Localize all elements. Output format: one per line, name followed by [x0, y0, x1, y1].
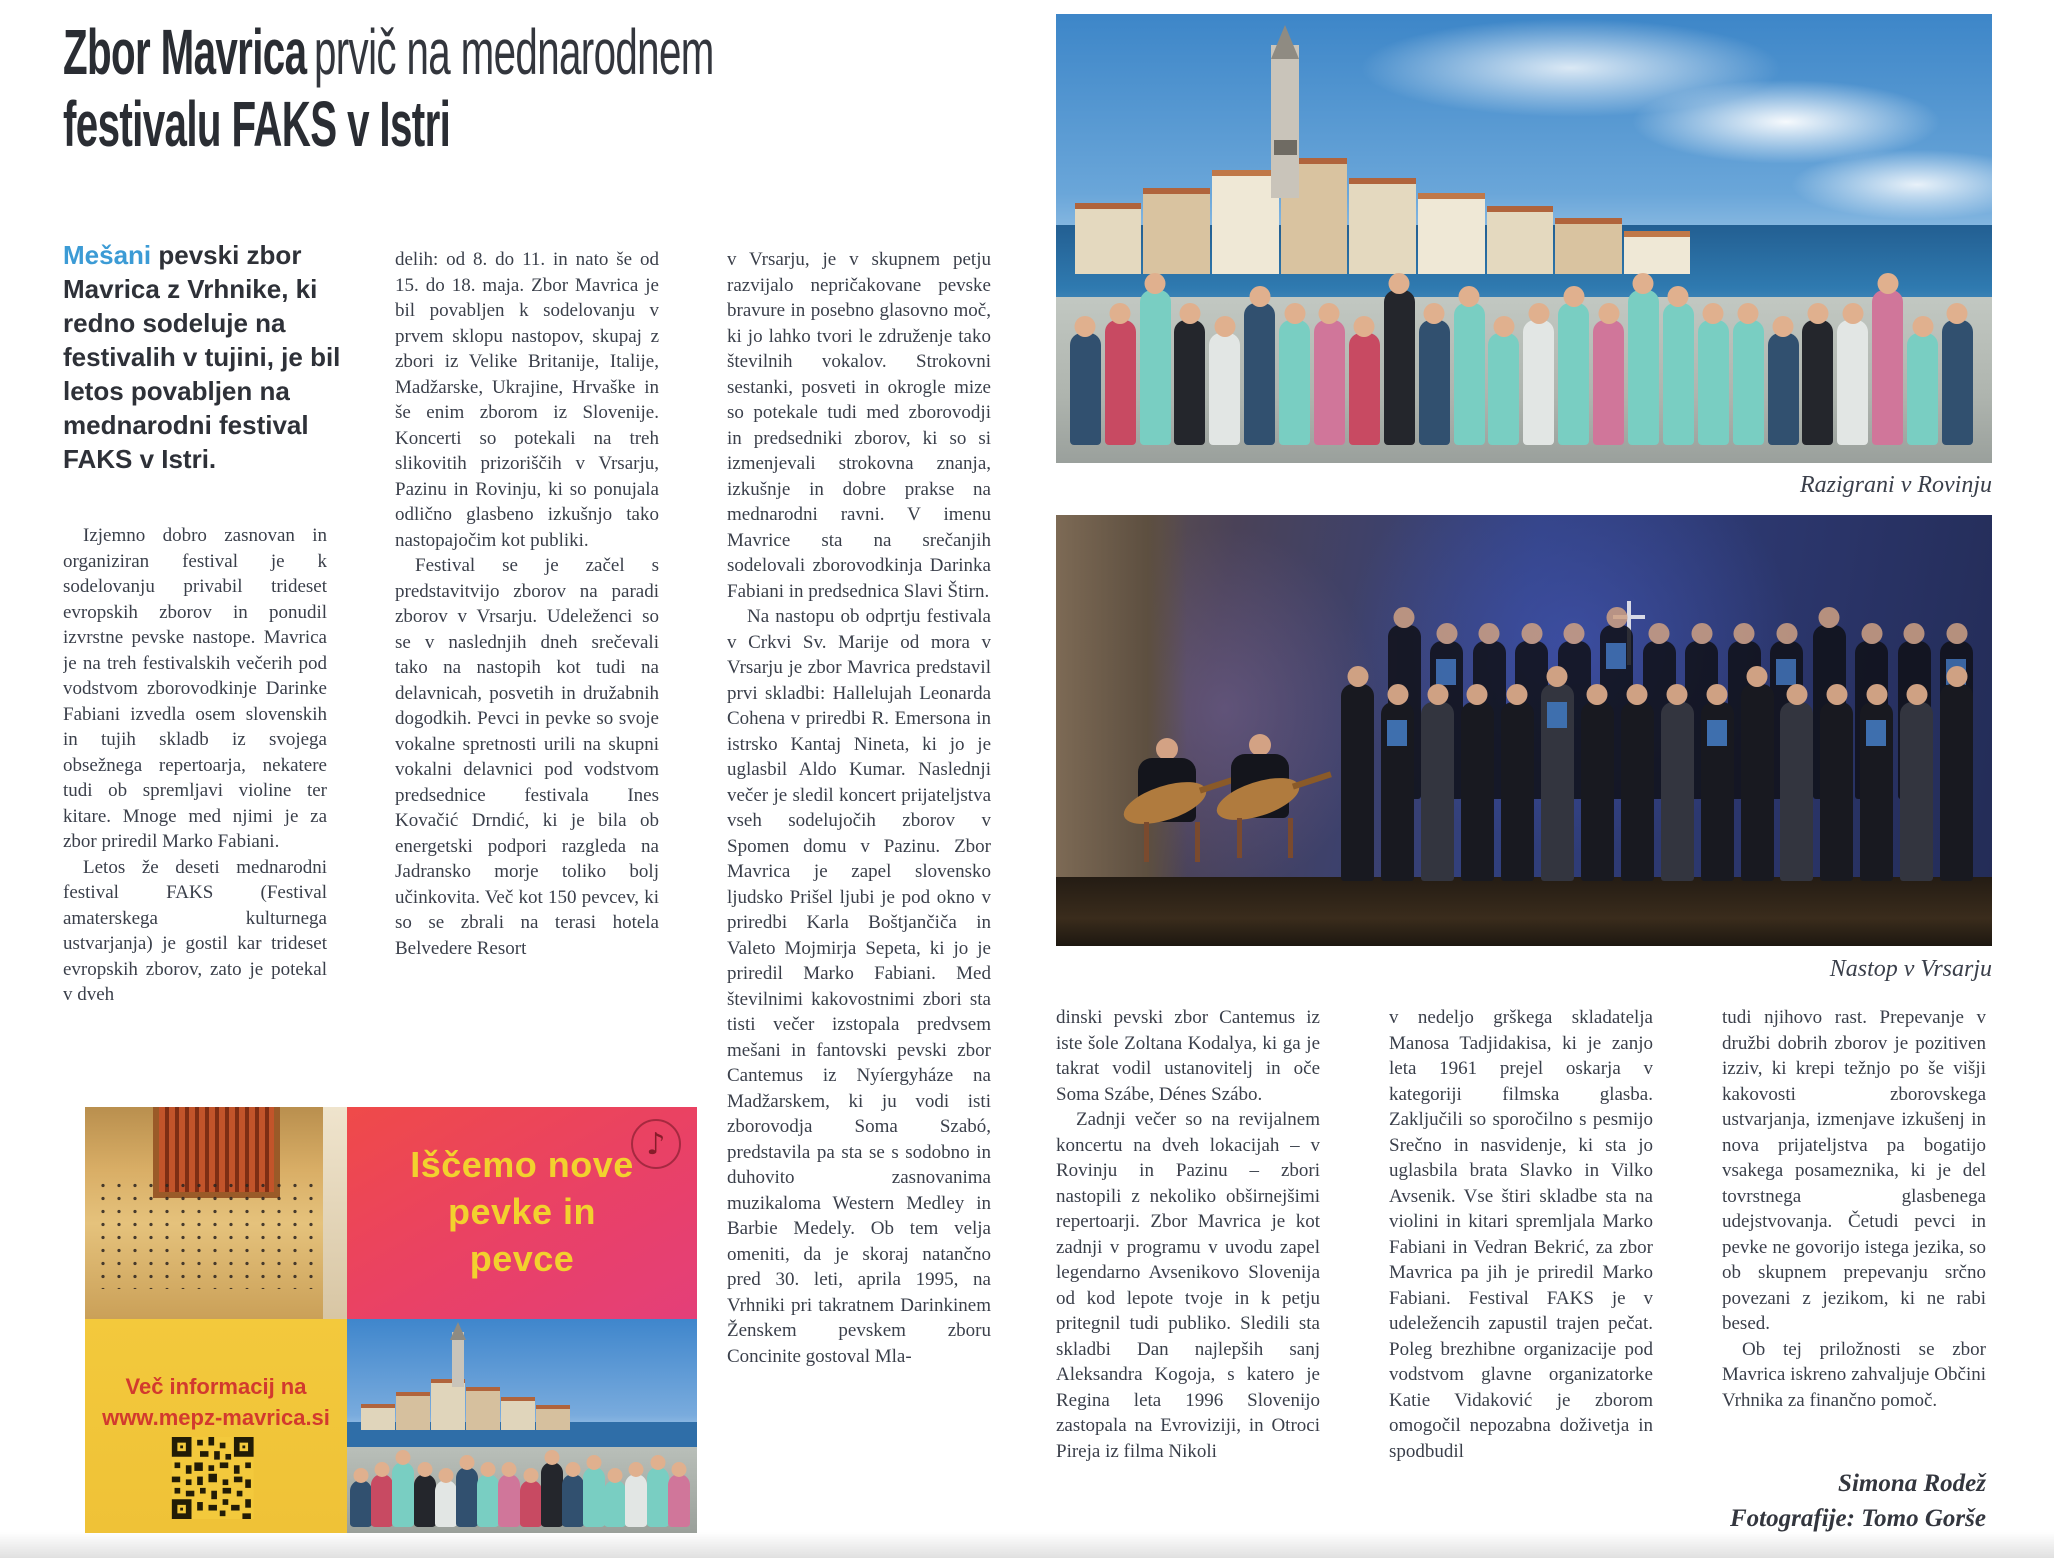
- town-skyline: [361, 1375, 571, 1431]
- paragraph: Zadnji večer so na revijalnem koncertu na dveh lokacijah – v Rovinju in Pazinu – zbori nastopili z nekoliko obširnejšimi repertoarji. Zbor Mavrica je kot zadnji v programu v uvodu zapel legendarno Avsenikovo Slovenija od kod lepote tvoje in k petju pritegnil tudi publiko. Sledili sta skladbi Dan najlepših sanj Aleksandra Kogoja, s katero je Regina leta 1996 Slovenijo zastopala na Evroviziji, in Otroci Pireja iz filma Nikoli: [1056, 1109, 1320, 1462]
- ad-info-text: [85, 1371, 347, 1433]
- paragraph: Izjemno dobro zasnovan in organiziran festival je k sodelovanju privabil trideset evropskih zborov in ponudil izvrstne pevske nastope. Mavrica je na treh festivalskih večerih pod vodstvom zborovodkinje Darinke Fabiani izvedla osem slovenskih in tujih skladb iz svojega obsežnega repertoarja, nekatere tudi ob spremljavi violine ter kitare. Mnoge med njimi je za zbor priredil Marko Fabiani.: [63, 525, 327, 852]
- orchestra-photo: [85, 1107, 347, 1319]
- title-bold-2: festivalu FAKS v Istri: [63, 88, 451, 160]
- music-note-icon: ♪: [646, 1126, 666, 1162]
- ad-info-line1: Več informacij na: [125, 1374, 307, 1399]
- ad-headline: Iščemo nove pevke in pevce: [410, 1144, 634, 1279]
- orchestra-musicians: [95, 1179, 336, 1289]
- paragraph: Letos že deseti mednarodni festival FAKS (Festival amaterskega kulturnega ustvarjanja) je gostil kar trideset evropskih zborov, zato je potekal v dveh: [63, 856, 327, 1005]
- paragraph: Ob tej priložnosti se zbor Mavrica iskreno zahvaljuje Občini Vrhnika za finančno pomoč.: [1722, 1338, 1986, 1411]
- text-column-6: [1722, 1005, 1986, 1463]
- page-edge-shadow: [0, 1532, 2054, 1558]
- paragraph: Na nastopu ob odprtju festivala v Crkvi Sv. Marije od mora v Vrsarju je zbor Mavrica predstavil prvi skladbi: Hallelujah Leonarda Cohena v priredbi R. Emersona in istrsko Kantaj Nineta, ki jo je uglasbil Aldo Kumar. Naslednji večer je sledil koncert prijateljstva vseh sodelujočih zborov v Spomen domu v Pazinu. Zbor Mavrica je zapel slovensko ljudsko Prišel ljubi je pod okno v priredbi Karla Boštjančiča in Valeto Mojmirja Sepeta, ki jo je priredil Marko Fabiani. Med številnimi kakovostnimi zbori sta tisti večer izstopala predvsem mešani in fantovski pevski zbor Cantemus iz Nyíergyháze na Madžarskem, ki ju vodi isti zborovodja Soma Szabó, predstavila pa sta se s sodobno in duhovito zasnovanima muzikaloma Western Medley in Barbie Medely. Ob tem velja omeniti, da je skoraj natančno pred 30. leti, aprila 1995, na Vrhniki pri takratnem Darinkinem Ženskem pevskem zboru Concinite gostoval Mla-: [727, 606, 991, 1367]
- campanile-tower: [452, 1332, 464, 1388]
- hall-pillar: [323, 1107, 347, 1319]
- choir-recruitment-ad: [85, 1107, 697, 1533]
- choir-group-figures: [354, 1437, 690, 1527]
- lead-rest: pevski zbor Mavrica z Vrhnike, ki redno sodeluje na festivalih v tujini, je bil letos povabljen na mednarodni festival FAKS v Istri.: [63, 240, 341, 474]
- title-line-1: [63, 16, 714, 88]
- paragraph: delih: od 8. do 11. in nato še od 15. do 18. maja. Zbor Mavrica je bil povabljen k sodelovanju v prvem sklopu nastopov, skupaj z zbori iz Velike Britanije, Italije, Madžarske, Ukrajine, Hrvaške in še enim zborom iz Slovenije. Koncerti so potekali na treh slikovitih prizoriščih v Vrsarju, Pazinu in Rovinju, ki so ponujala odlično glasbeno izkušnjo tako nastopajočim kot publiki.: [395, 249, 659, 551]
- photo-caption-vrsar: Nastop v Vrsarju: [1829, 956, 1992, 982]
- article-title: [63, 16, 714, 160]
- article-lead: [63, 238, 363, 476]
- paragraph: tudi njihovo rast. Prepevanje v družbi dobrih zborov je pozitiven izziv, ki krepi težnjo po še višji kakovosti zborovskega ustvarjanja, izmenjave izkušenj in nova prijateljstva pa bogatijo vsakega posameznika, ki je del tovrstnega glasbenega udejstvovanja. Četudi pevci in pevke ne govorijo istega jezika, so ob skupnem prepevanju srčno povezani z jezikom, ki ne rabi besed.: [1722, 1007, 1986, 1334]
- title-line-2: [63, 88, 680, 160]
- paragraph: dinski pevski zbor Cantemus iz iste šole Zoltana Kodalya, ki ga je takrat vodil ustanovitelj in oče Soma Szábe, Dénes Szábo.: [1056, 1007, 1320, 1105]
- ad-info-panel: [85, 1319, 347, 1533]
- qr-code: [172, 1437, 254, 1519]
- text-column-3: [727, 247, 991, 1549]
- stage-floor: [1056, 877, 1992, 946]
- photo-caption-rovinj: Razigrani v Rovinju: [1800, 472, 1992, 498]
- text-column-1: [63, 523, 327, 1089]
- photo-credit: Fotografije: Tomo Gorše: [1729, 1505, 1986, 1532]
- title-regular: prvič na mednarodnem: [313, 16, 714, 88]
- lutist-figure: [1215, 734, 1345, 864]
- photo-vrsar-performance: [1056, 515, 1992, 946]
- campanile-tower: [1271, 45, 1299, 198]
- text-column-2: [395, 247, 659, 1089]
- article-credits: [1660, 1466, 1986, 1536]
- text-column-4: [1056, 1005, 1320, 1550]
- ad-headline-panel: [347, 1107, 697, 1319]
- text-column-5: [1389, 1005, 1653, 1550]
- choir-group-figures: [1075, 230, 1974, 446]
- choir-front-row: [1346, 657, 1973, 881]
- choir-trip-photo: [347, 1319, 697, 1533]
- paragraph: v nedeljo grškega skladatelja Manosa Tadjidakisa, ki je zanjo leta 1961 prejel oskarja v kategoriji filmska glasba. Zaključili so sporočilno s pesmijo Srečno in nasvidenje, ki sta jo uglasbila brata Slavko in Vilko Avsenik. Vse štiri skladbe sta na violini in kitari spremljala Marko Fabiani in Vedran Bekrić, za zbor Mavrica pa jih je priredil Marko Fabiani. Festival FAKS je v udeležencih zapustil trajen pečat. Poleg brezhibne organizacije pod vodstvom glavne organizatorke Katie Vidaković je zborom omogočil nepozabna doživetja in spodbudil: [1389, 1007, 1653, 1462]
- author-name: Simona Rodež: [1838, 1470, 1986, 1497]
- photo-rovinj-group: [1056, 14, 1992, 463]
- title-bold-1: Zbor Mavrica: [63, 16, 307, 88]
- paragraph: Festival se je začel s predstavitvijo zborov na paradi zborov v Vrsarju. Udeleženci so se v naslednjih dneh srečevali tako na nastopih kot tudi na delavnicah, posvetih in družabnih dogodkih. Pevci in pevke so svoje vokalne spretnosti urili na skupni vokalni delavnici pod vodstvom predsednice festivala Ines Kovačić Drndić, ki je bila ob energetski podpori razgleda na Jadransko morje toliko bolj učinkovita. Več kot 150 pevcev, ki so se zbrali na terasi hotela Belvedere Resort: [395, 555, 659, 959]
- lead-highlight: Mešani: [63, 240, 152, 270]
- ad-website: www.mepz-mavrica.si: [102, 1405, 330, 1430]
- paragraph: v Vrsarju, je v skupnem petju razvijalo nepričakovane pevske bravure in posebno glasovno moč, ki jo lahko tvori le združenje tako številnih vokalov. Strokovni sestanki, posveti in okrogle mize so potekale tudi med zborovodji in predsedniki zborov, ki so si izmenjevali strokovna znanja, izkušnje in dobre prakse na mednarodni ravni. V imenu Mavrice sta na srečanjih sodelovali zborovodkinja Darinka Fabiani in predsednica Slavi Štirn.: [727, 249, 991, 602]
